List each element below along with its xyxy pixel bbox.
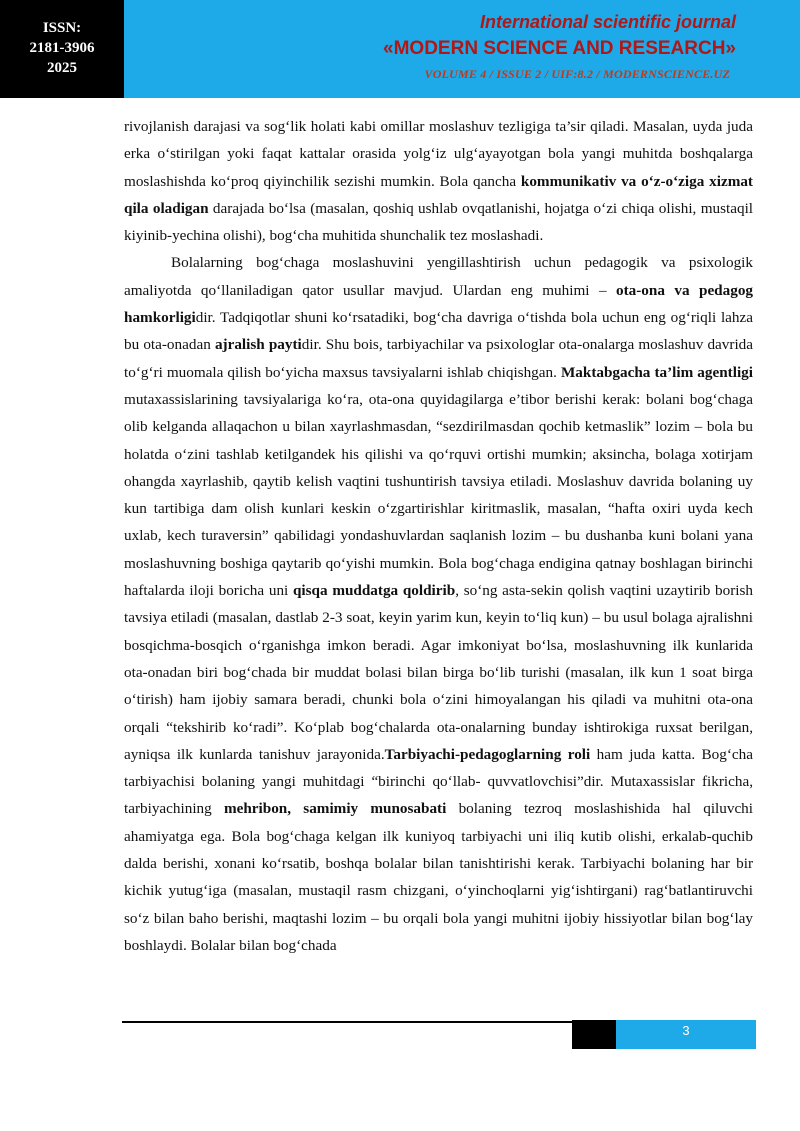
text-run: dir. Tadqiqotlar shuni ko‘rsatadiki, bog‘cha davriga o‘tishda bola uchun eng og‘riqli lahza bu ota-onadan — [124, 309, 753, 354]
page-number: 3 — [682, 1023, 690, 1038]
footer-rule — [122, 1021, 574, 1023]
article-body — [124, 113, 753, 959]
journal-name: «MODERN SCIENCE AND RESEARCH» — [383, 38, 736, 59]
issn-number: 2181-3906 — [29, 40, 95, 56]
bold-run: mehribon, samimiy munosabati — [223, 800, 447, 818]
issn-box — [0, 0, 124, 98]
issn-label: ISSN: — [42, 20, 82, 36]
journal-type: International scientific journal — [479, 12, 736, 32]
text-run: , so‘ng asta-sekin qolish vaqtini uzaytirib borish tavsiya etiladi (masalan, dastlab 2-3 soat, keyin yarim kun, keyin to‘liq kun) – bu usul bolaga ajralishni bosqichma-bosqich o‘rganishga imkon beradi. Agar imkoniyat bo‘lsa, moslashuvning ilk kunlarida ota-onadan biri bog‘chada bir muddat bolasi bilan birga bo‘lib turishi (masalan, ilk kun 1 soat birga o‘tirish) ham ijobiy samara beradi, chunki bola o‘zini himoyalangan his qiladi va muhitni ota-ona orqali “tekshirib ko‘radi”. Ko‘plab bog‘chalarda ota-onalarning bunday ishtirokiga ruxsat berilgan, ayniqsa ilk kunlarda tanishuv jarayonida. — [124, 582, 754, 763]
bold-run: Maktabgacha ta’lim agentligi — [560, 363, 753, 381]
bold-run: kommunikativ va o‘z-o‘ziga xizmat qila oladigan — [124, 172, 753, 217]
text-run: rivojlanish darajasi va sog‘lik holati kabi omillar moslashuv tezligiga ta’sir qiladi. Masalan, uyda juda erka o‘stirilgan yoki faqat kattalar orasida yolg‘iz ulg‘ayayotgan bola yangi muhitda boshqalarga moslashishda ko‘proq qiyinchilik sezishi mumkin. Bola qancha — [124, 118, 753, 190]
text-run: mutaxassislarining tavsiyalariga ko‘ra, ota-ona quyidagilarga e’tibor berishi kerak: bolani bog‘chaga olib kelganda allaqachon u bilan xayrlashmasdan, “sezdirilmasdan qochib ketmaslik” lozim – bola bu holatda o‘zini tashlab ketilgandek his qilishi va qo‘rquvi ortishi mumkin; aksincha, bolaga xotirjam ohangda xayrlashib, qaytib kelish vaqtini tushuntirish tavsiya etiladi. Moslashuv davrida bolaning uy kun tartibiga dam olish kunlari keskin o‘zgartirishlar kiritmaslik, masalan, “hafta oxiri uyda kech uxlab, kech turaversin” qabilidagi yondashuvlardan saqlanish lozim – bu dushanba kuni bolani yana moslashuvning boshiga qaytarib qo‘yishi mumkin. Bola bog‘chaga endigina qatnay boshlagan birinchi haftalarda iloji boricha uni — [124, 390, 753, 600]
text-run: ham juda katta. Bog‘cha tarbiyachisi bolaning yangi muhitdagi “birinchi qo‘llab- quvvatlovchisi”dir. Mutaxassislar fikricha, tarbiyachining — [124, 745, 754, 818]
bold-run: qisqa muddatga qoldirib — [292, 582, 456, 600]
footer-black-block — [572, 1020, 616, 1049]
journal-volume-line: VOLUME 4 / ISSUE 2 / UIF:8.2 / MODERNSCIENCE.UZ — [424, 67, 730, 81]
bold-run: ota-ona va pedagog hamkorligi — [124, 281, 754, 327]
page-number-box — [616, 1020, 756, 1049]
bold-run: Tarbiyachi-pedagoglarning roli — [384, 745, 591, 763]
text-run: darajada bo‘lsa (masalan, qoshiq ushlab ovqatlanishi, hojatga o‘zi chiqa olishi, mustaqil kiyinib-yechina olishi), bog‘cha muhitida shunchalik tez moslashadi. — [124, 199, 754, 245]
text-run: Bolalarning bog‘chaga moslashuvini yengillashtirish uchun pedagogik va psixologik amaliyotda qo‘llaniladigan qator usullar mavjud. Ulardan eng muhimi – — [124, 254, 753, 299]
paragraph-2 — [124, 249, 753, 959]
issn-year: 2025 — [47, 60, 77, 76]
bold-run: ajralish payti — [214, 336, 302, 354]
text-run: bolaning tezroq moslashishida hal qiluvchi ahamiyatga ega. Bola bog‘chaga kelgan ilk kuniyoq tarbiyachi uni iliq kutib olishi, erkalab-quchib dalda berishi, xonani ko‘rsatib, boshqa bolalar bilan tanishtirishi kerak. Tarbiyachi bolaning har bir kichik yutug‘iga (masalan, mustaqil rasm chizgani, o‘yinchoqlarni yig‘ishtirgani) rag‘batlantiruvchi so‘z bilan baho berishi, maqtashi lozim – bu orqali bola yangi muhitni ijobiy hissiyotlar bilan bog‘lay boshlaydi. Bolalar bilan bog‘chada — [124, 800, 753, 954]
paragraph-1 — [124, 113, 753, 249]
text-run: dir. Shu bois, tarbiyachilar va psixologlar ota-onalarga moslashuv davrida to‘g‘ri muomala qilish bo‘yicha maxsus tavsiyalarni ishlab chiqishgan. — [124, 336, 753, 381]
